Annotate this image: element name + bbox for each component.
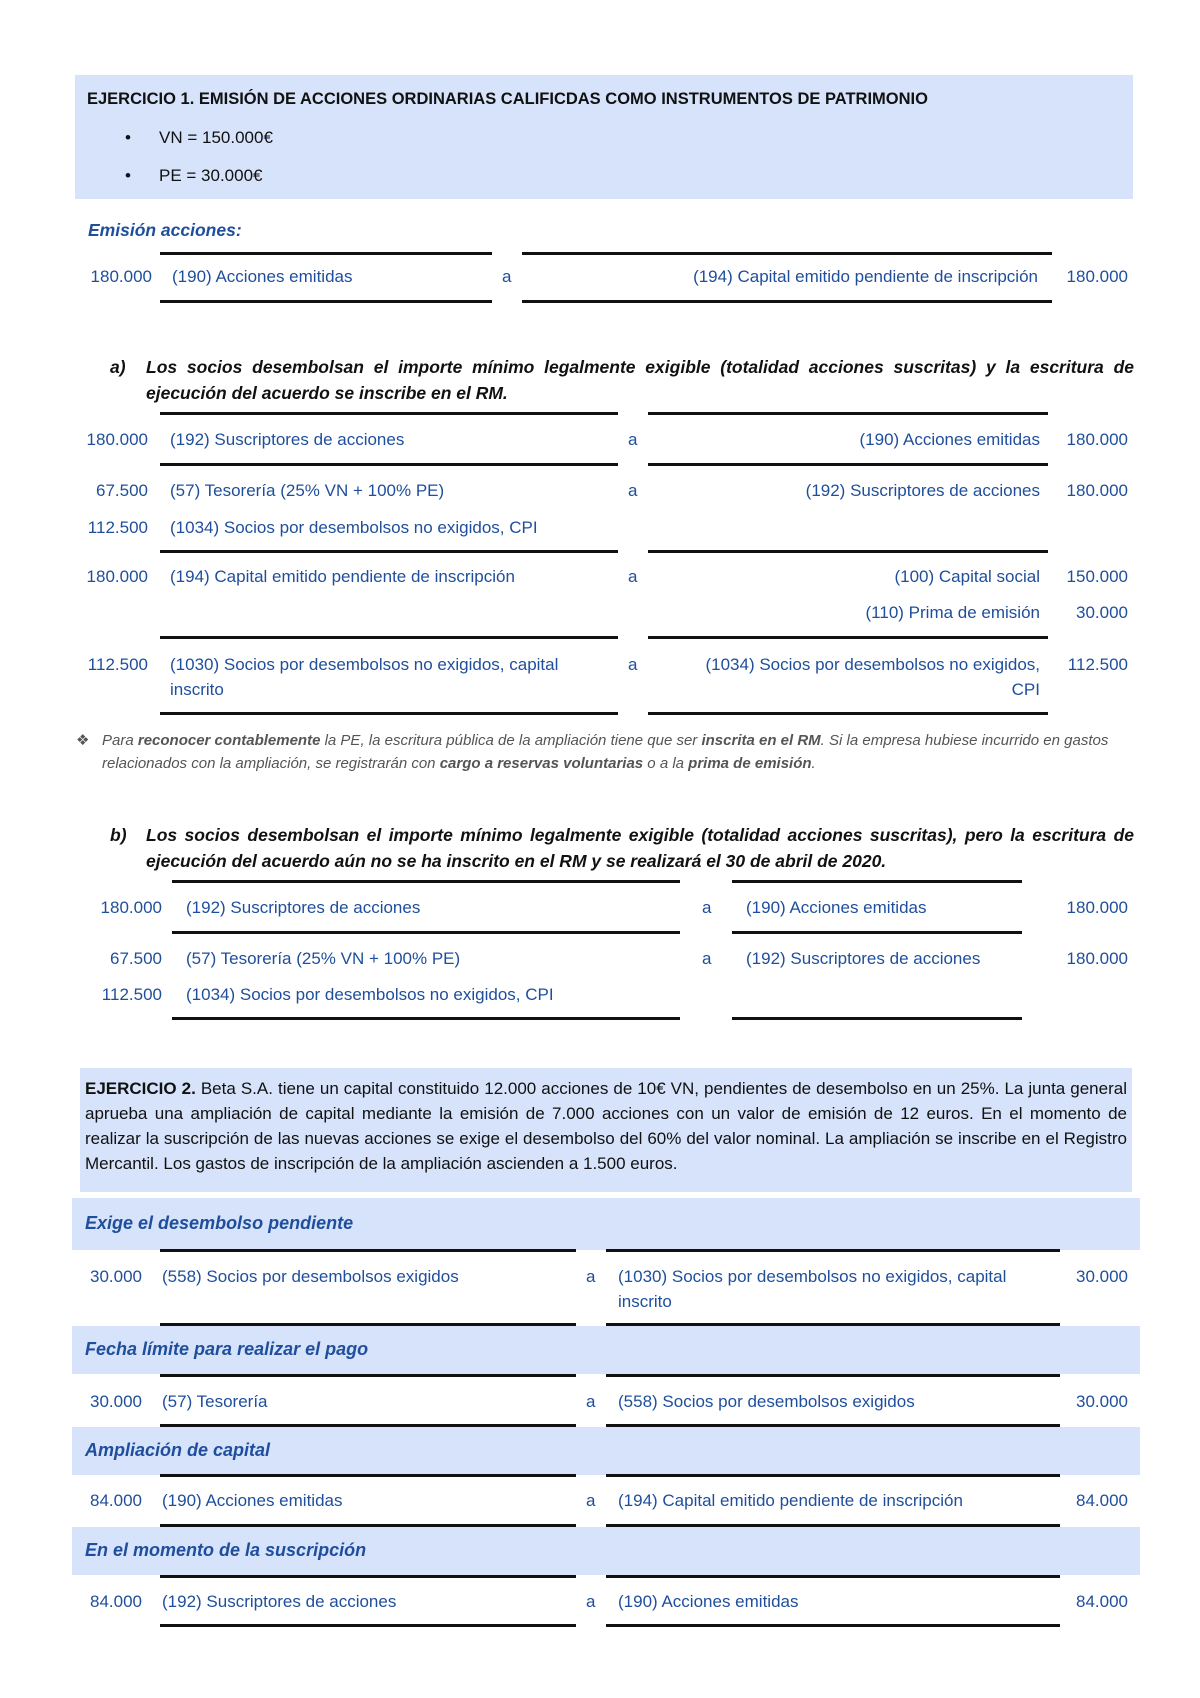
a-marker: a bbox=[702, 949, 712, 968]
amount-right: 180.000 bbox=[1066, 430, 1128, 449]
divider bbox=[606, 1474, 1060, 1477]
divider bbox=[160, 1249, 576, 1252]
credit-account: (190) Acciones emitidas bbox=[859, 430, 1040, 449]
amount-left: 84.000 bbox=[90, 1491, 142, 1510]
divider bbox=[160, 1624, 576, 1627]
divider bbox=[172, 880, 680, 883]
note-text: Para reconocer contablemente la PE, la escritura pública de la ampliación tiene que ser inscrita en el RM. Si la empresa hubiese incurrido en gastos relacionados con la ampliación, se registrarán con cargo a reservas voluntarias o a la prima de emisión. bbox=[102, 732, 1109, 772]
bullet-icon: • bbox=[125, 128, 131, 147]
exercise-1-title: EJERCICIO 1. EMISIÓN DE ACCIONES ORDINARIAS CALIFICDAS COMO INSTRUMENTOS DE PATRIMONIO bbox=[87, 90, 928, 108]
divider bbox=[606, 1575, 1060, 1578]
case-a-text: Los socios desembolsan el importe mínimo legalmente exigible (totalidad acciones suscritas) y la escritura de ejecución del acuerdo se inscribe en el RM. bbox=[146, 357, 1134, 403]
divider bbox=[160, 463, 618, 466]
divider bbox=[732, 880, 1022, 883]
divider bbox=[160, 252, 492, 255]
case-a-marker: a) bbox=[110, 357, 126, 377]
a-marker: a bbox=[586, 1592, 596, 1611]
debit-account: (558) Socios por desembolsos exigidos bbox=[162, 1267, 459, 1286]
a-marker: a bbox=[628, 481, 638, 500]
amount-right: 180.000 bbox=[1066, 481, 1128, 500]
amount-left: 112.500 bbox=[87, 518, 148, 537]
credit-account-cont: inscrito bbox=[618, 1292, 672, 1311]
amount-right: 180.000 bbox=[1066, 267, 1128, 286]
a-marker: a bbox=[586, 1267, 596, 1286]
note-diamond-icon: ❖ bbox=[76, 732, 90, 749]
a-marker: a bbox=[586, 1392, 596, 1411]
section-label: Exige el desembolso pendiente bbox=[85, 1213, 354, 1233]
debit-account: (57) Tesorería bbox=[162, 1392, 268, 1411]
debit-account: (190) Acciones emitidas bbox=[172, 267, 353, 286]
amount-right: 30.000 bbox=[1076, 603, 1128, 622]
a-marker: a bbox=[502, 267, 512, 286]
bullet-pe: • PE = 30.000€ bbox=[125, 166, 263, 185]
debit-account: (192) Suscriptores de acciones bbox=[162, 1592, 397, 1611]
debit-account: (190) Acciones emitidas bbox=[162, 1491, 343, 1510]
divider bbox=[160, 550, 618, 553]
amount-right: 180.000 bbox=[1066, 949, 1128, 968]
divider bbox=[648, 712, 1048, 715]
debit-account: (192) Suscriptores de acciones bbox=[170, 430, 405, 449]
amount-left: 30.000 bbox=[90, 1267, 142, 1286]
divider bbox=[732, 931, 1022, 934]
amount-right: 84.000 bbox=[1076, 1592, 1128, 1611]
a-marker: a bbox=[628, 567, 638, 586]
amount-left: 112.500 bbox=[101, 985, 162, 1004]
credit-account: (100) Capital social bbox=[894, 567, 1040, 586]
divider bbox=[606, 1374, 1060, 1377]
divider bbox=[160, 1374, 576, 1377]
amount-right: 30.000 bbox=[1076, 1267, 1128, 1286]
debit-account: (1034) Socios por desembolsos no exigidos, CPI bbox=[186, 985, 554, 1004]
divider bbox=[160, 636, 618, 639]
divider bbox=[160, 1575, 576, 1578]
a-marker: a bbox=[702, 898, 712, 917]
divider bbox=[648, 550, 1048, 553]
exercise-2-statement: EJERCICIO 2. Beta S.A. tiene un capital constituido 12.000 acciones de 10€ VN, pendientes de desembolso en un 25%. La junta general aprueba una ampliación de capital mediante la emisión de 7.000 acciones con un valor de emisión de 12 euros. En el momento de realizar la suscripción de las nuevas acciones se exige el desembolso del 60% del valor nominal. La ampliación se inscribe en el Registro Mercantil. Los gastos de inscripción de la ampliación ascienden a 1.500 euros. bbox=[85, 1079, 1127, 1173]
bullet-icon: • bbox=[125, 166, 131, 185]
amount-right: 30.000 bbox=[1076, 1392, 1128, 1411]
divider bbox=[160, 300, 492, 303]
debit-account: (57) Tesorería (25% VN + 100% PE) bbox=[170, 481, 445, 500]
debit-account: (194) Capital emitido pendiente de inscripción bbox=[170, 567, 515, 586]
divider bbox=[160, 712, 618, 715]
section-label: Fecha límite para realizar el pago bbox=[85, 1339, 369, 1359]
amount-left: 30.000 bbox=[90, 1392, 142, 1411]
divider bbox=[606, 1624, 1060, 1627]
credit-account: (194) Capital emitido pendiente de inscripción bbox=[693, 267, 1038, 286]
debit-account: (192) Suscriptores de acciones bbox=[186, 898, 421, 917]
divider bbox=[606, 1249, 1060, 1252]
credit-account: (558) Socios por desembolsos exigidos bbox=[618, 1392, 915, 1411]
divider bbox=[732, 1017, 1022, 1020]
case-b-text: Los socios desembolsan el importe mínimo legalmente exigible (totalidad acciones suscritas), pero la escritura de ejecución del acuerdo aún no se ha inscrito en el RM y se realizará el 30 de abril de 2020. bbox=[146, 825, 1134, 871]
amount-left: 84.000 bbox=[90, 1592, 142, 1611]
divider bbox=[172, 931, 680, 934]
amount-right: 150.000 bbox=[1066, 567, 1128, 586]
credit-account: (110) Prima de emisión bbox=[865, 603, 1040, 622]
amount-left: 67.500 bbox=[96, 481, 148, 500]
debit-account: (57) Tesorería (25% VN + 100% PE) bbox=[186, 949, 461, 968]
amount-left: 180.000 bbox=[86, 430, 148, 449]
amount-left: 112.500 bbox=[87, 655, 148, 674]
divider bbox=[172, 1017, 680, 1020]
amount-left: 180.000 bbox=[90, 267, 152, 286]
credit-account: (192) Suscriptores de acciones bbox=[805, 481, 1040, 500]
divider bbox=[522, 252, 1052, 255]
divider bbox=[648, 412, 1048, 415]
divider bbox=[648, 463, 1048, 466]
credit-account: (190) Acciones emitidas bbox=[746, 898, 927, 917]
amount-right: 180.000 bbox=[1066, 898, 1128, 917]
credit-account: (1030) Socios por desembolsos no exigidos, capital bbox=[618, 1267, 1007, 1286]
emision-label: Emisión acciones: bbox=[88, 220, 242, 240]
section-label: Ampliación de capital bbox=[85, 1440, 271, 1460]
credit-account: (194) Capital emitido pendiente de inscripción bbox=[618, 1491, 963, 1510]
amount-left: 180.000 bbox=[100, 898, 162, 917]
divider bbox=[160, 1474, 576, 1477]
amount-left: 180.000 bbox=[86, 567, 148, 586]
credit-account-cont: CPI bbox=[1011, 680, 1040, 699]
credit-account: (1034) Socios por desembolsos no exigidos, bbox=[705, 655, 1040, 674]
divider bbox=[160, 412, 618, 415]
debit-account: (1030) Socios por desembolsos no exigidos, capital bbox=[170, 655, 559, 674]
debit-account: (1034) Socios por desembolsos no exigidos, CPI bbox=[170, 518, 538, 537]
divider bbox=[522, 300, 1052, 303]
amount-left: 67.500 bbox=[110, 949, 162, 968]
credit-account: (190) Acciones emitidas bbox=[618, 1592, 799, 1611]
divider bbox=[648, 636, 1048, 639]
credit-account: (192) Suscriptores de acciones bbox=[746, 949, 981, 968]
debit-account-cont: inscrito bbox=[170, 680, 224, 699]
section-label: En el momento de la suscripción bbox=[85, 1540, 367, 1560]
case-b-marker: b) bbox=[110, 825, 127, 845]
bullet-vn: • VN = 150.000€ bbox=[125, 128, 273, 147]
amount-right: 84.000 bbox=[1076, 1491, 1128, 1510]
a-marker: a bbox=[586, 1491, 596, 1510]
a-marker: a bbox=[628, 430, 638, 449]
a-marker: a bbox=[628, 655, 638, 674]
amount-right: 112.500 bbox=[1067, 655, 1128, 674]
